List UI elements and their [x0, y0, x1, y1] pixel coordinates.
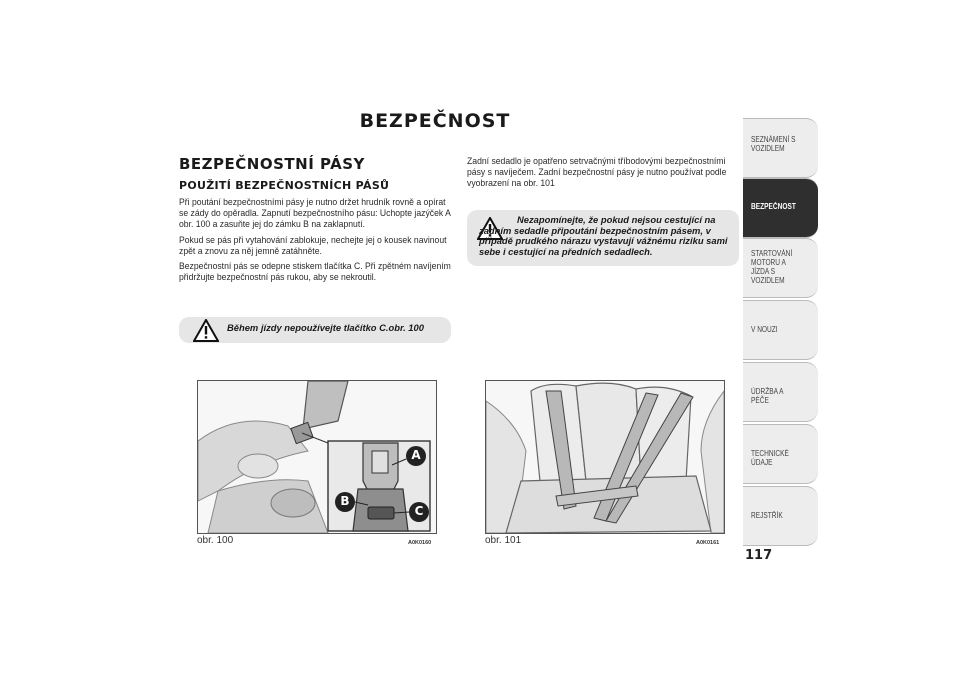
warning-box-rear	[467, 210, 739, 266]
paragraph-blocking: Pokud se pás při vytahování zablokuje, nechejte jej o kousek navinout zpět a znovu za něj jemně zatáhněte.	[179, 233, 447, 256]
callout-label-a: A	[411, 448, 421, 462]
callout-label-b: B	[340, 494, 350, 508]
section-title: BEZPEČNOSTNÍ PÁSY	[179, 155, 365, 173]
tab-rejstrik[interactable]	[743, 486, 818, 546]
tab-label: STARTOVÁNÍ MOTORU A JÍZDA S VOZIDLEM	[751, 249, 793, 285]
tab-label: SEZNÁMENÍ S VOZIDLEM	[751, 135, 796, 153]
tab-v-nouzi[interactable]	[743, 300, 818, 360]
page-number: 117	[745, 548, 773, 563]
figure-rear-seat-belts	[485, 380, 725, 534]
tab-seznameni[interactable]	[743, 118, 818, 178]
tab-label: V NOUZI	[751, 325, 778, 334]
callout-labels	[198, 381, 436, 533]
subsection-title: POUŽITÍ BEZPEČNOSTNÍCH PÁSŮ	[179, 179, 390, 192]
left-column	[179, 155, 455, 286]
paragraph-release: Bezpečnostní pás se odepne stiskem tlačítka C. Při zpětném navíjením přidržujte bezpečnostní pás rukou, aby se nekroutil.	[179, 260, 451, 283]
warning-icon	[193, 319, 219, 342]
tab-label: TECHNICKÉ ÚDAJE	[751, 449, 789, 467]
callout-label-c: C	[414, 504, 424, 518]
warning-box-button	[179, 317, 451, 343]
rear-seat-illustration	[486, 381, 724, 533]
paragraph-fastening: Při poutání bezpečnostními pásy je nutno držet hrudník rovně a opírat se zády do opěradla. Zapnutí bezpečnostního pásu: Uchopte jazýček A obr. 100 a zasuňte jej do zámku B na zaklapnutí.	[179, 196, 451, 230]
paragraph-rear-seat: Zadní sedadlo je opatřeno setrvačnými tříbodovými bezpečnostními pásy s navíječem. Zadní bezpečnostní pásy je nutno používat podle vyobrazení na obr. 101	[467, 155, 727, 189]
tab-label: ÚDRŽBA A PÉČE	[751, 387, 784, 405]
figure-code: A0K0161	[696, 540, 720, 546]
warning-text-rear: Nezapomínejte, že pokud nejsou cestující na zadním sedadle připoutáni bezpečnostním pásem, v případě prudkého nárazu vystavují vážnému riziku sami sebe i cestující na předních sedadlech.	[479, 214, 728, 257]
tab-label: REJSTŘÍK	[751, 511, 783, 520]
warning-text-button: Během jízdy nepoužívejte tlačítko C.obr. 100	[227, 322, 424, 333]
right-column	[467, 155, 739, 193]
figure-caption: obr. 100	[197, 535, 234, 546]
tab-startovani[interactable]	[743, 238, 818, 298]
tab-technicke-udaje[interactable]	[743, 424, 818, 484]
tab-bezpecnost[interactable]	[743, 178, 818, 238]
figure-code: A0K0160	[408, 540, 432, 546]
figure-seatbelt-buckle	[197, 380, 437, 534]
tab-label: BEZPEČNOST	[751, 202, 796, 211]
page-heading: BEZPEČNOST	[359, 110, 511, 132]
tab-udrzba[interactable]	[743, 362, 818, 422]
figure-caption: obr. 101	[485, 535, 522, 546]
